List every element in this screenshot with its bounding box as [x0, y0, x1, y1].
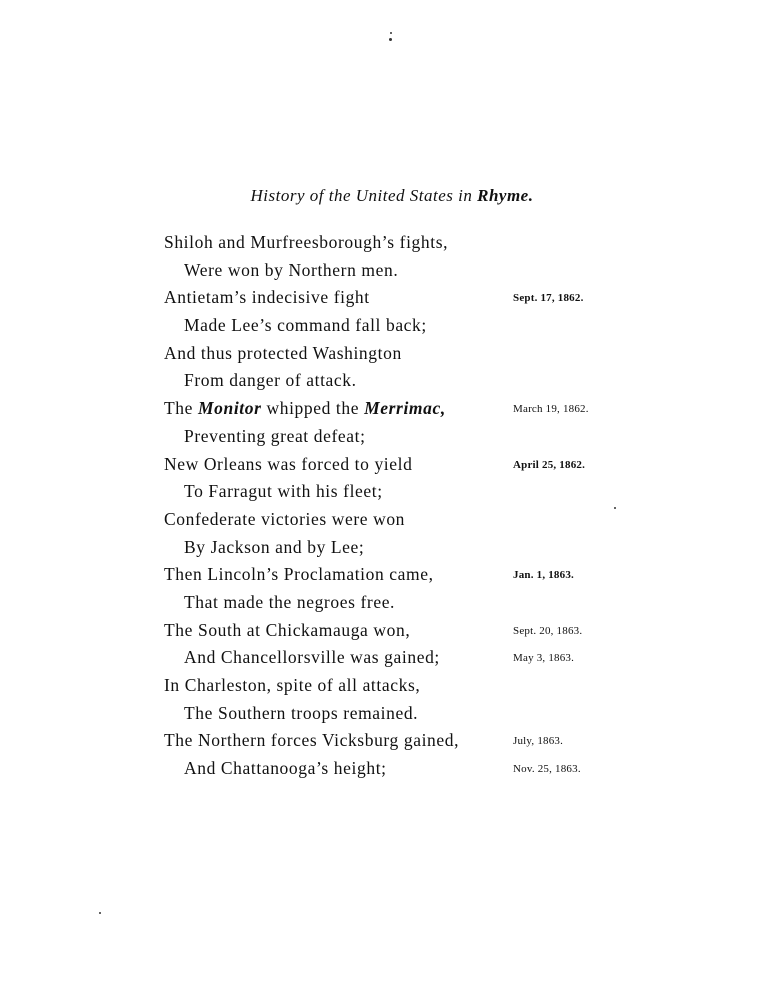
- verse-line: [0, 589, 757, 617]
- verse-line: [0, 478, 757, 506]
- verse-text-segment: Were won by Northern men.: [184, 259, 399, 280]
- verse-text-segment: Shiloh and Murfreesborough’s fights,: [164, 232, 449, 252]
- verse-line: [0, 284, 757, 312]
- verse-text-segment: The Southern troops remained.: [184, 702, 419, 723]
- verse-text-segment: The Northern forces Vicksburg gained,: [164, 730, 460, 751]
- verse-line: [0, 367, 757, 395]
- margin-date: April 25, 1862.: [513, 458, 586, 471]
- verse-line-text: [184, 534, 364, 562]
- verse-text-segment: Preventing great defeat;: [184, 425, 366, 446]
- verse-text-segment: That made the negroes free.: [184, 591, 396, 612]
- verse-line-text: [184, 589, 395, 617]
- verse-text-segment: By Jackson and by Lee;: [184, 536, 365, 557]
- verse-line: [0, 257, 757, 285]
- margin-date: Jan. 1, 1863.: [513, 569, 574, 582]
- verse-text-segment: Confederate victories were won: [164, 508, 406, 529]
- verse-line: [0, 506, 757, 534]
- verse-text-segment: whipped the: [261, 398, 365, 419]
- verse-line: [0, 700, 757, 728]
- verse-line-text: [184, 700, 418, 728]
- verse-line: [0, 312, 757, 340]
- verse-line: [0, 755, 757, 783]
- verse-line-text: [184, 367, 357, 395]
- verse-line: [0, 423, 757, 451]
- verse-text-segment: Antietam’s indecisive fight: [164, 287, 370, 308]
- verse-line-text: [164, 617, 410, 645]
- verse-text-segment: In Charleston, spite of all attacks,: [164, 675, 421, 695]
- ship-name: Monitor: [197, 398, 262, 419]
- margin-date: July, 1863.: [513, 735, 564, 748]
- verse-text-segment: From danger of attack.: [184, 370, 357, 391]
- verse-line-text: [164, 395, 446, 423]
- margin-date: March 19, 1862.: [513, 403, 589, 416]
- verse-line-text: [164, 727, 459, 755]
- verse-line-text: [184, 755, 387, 783]
- verse-text-segment: The South at Chickamauga won,: [164, 619, 411, 640]
- verse-line-text: [164, 229, 448, 257]
- print-speck: [99, 912, 101, 914]
- running-header-title: History of the United States in: [250, 186, 473, 205]
- print-speck: [390, 32, 392, 34]
- verse-line-text: [164, 284, 370, 312]
- verse-line-text: [164, 561, 434, 589]
- verse-text-segment: And Chattanooga’s height;: [184, 758, 387, 779]
- verse-line-text: [184, 644, 440, 672]
- verse-line-text: [164, 340, 402, 368]
- margin-date: May 3, 1863.: [513, 652, 575, 665]
- verse-text-segment: And Chancellorsville was gained;: [184, 647, 440, 668]
- verse-line: [0, 617, 757, 645]
- verse-line: [0, 644, 757, 672]
- verse-text-segment: Made Lee’s command fall back;: [184, 315, 427, 336]
- margin-date: Sept. 20, 1863.: [513, 624, 583, 637]
- verse-line: [0, 534, 757, 562]
- verse-text-segment: The: [164, 398, 198, 419]
- running-header-emphasis: Rhyme.: [477, 186, 534, 205]
- poem-verse: [0, 229, 757, 783]
- verse-text-segment: And thus protected Washington: [164, 342, 402, 363]
- margin-date: Nov. 25, 1863.: [513, 763, 581, 776]
- verse-line: [0, 727, 757, 755]
- verse-line-text: [184, 423, 366, 451]
- verse-text-segment: To Farragut with his fleet;: [184, 481, 383, 502]
- verse-line: [0, 395, 757, 423]
- verse-line-text: [164, 451, 412, 479]
- verse-line: [0, 672, 757, 700]
- verse-line-text: [184, 257, 398, 285]
- verse-line-text: [184, 478, 383, 506]
- verse-line-text: [184, 312, 427, 340]
- verse-line: [0, 229, 757, 257]
- ship-name: Merrimac,: [364, 398, 446, 419]
- verse-line-text: [164, 672, 420, 700]
- verse-text-segment: Then Lincoln’s Proclamation came,: [164, 564, 434, 585]
- margin-date: Sept. 17, 1862.: [513, 292, 584, 305]
- running-header: [0, 186, 757, 206]
- verse-text-segment: New Orleans was forced to yield: [164, 453, 413, 474]
- verse-line-text: [164, 506, 405, 534]
- verse-line: [0, 561, 757, 589]
- verse-line: [0, 340, 757, 368]
- print-speck: [389, 38, 392, 41]
- verse-line: [0, 451, 757, 479]
